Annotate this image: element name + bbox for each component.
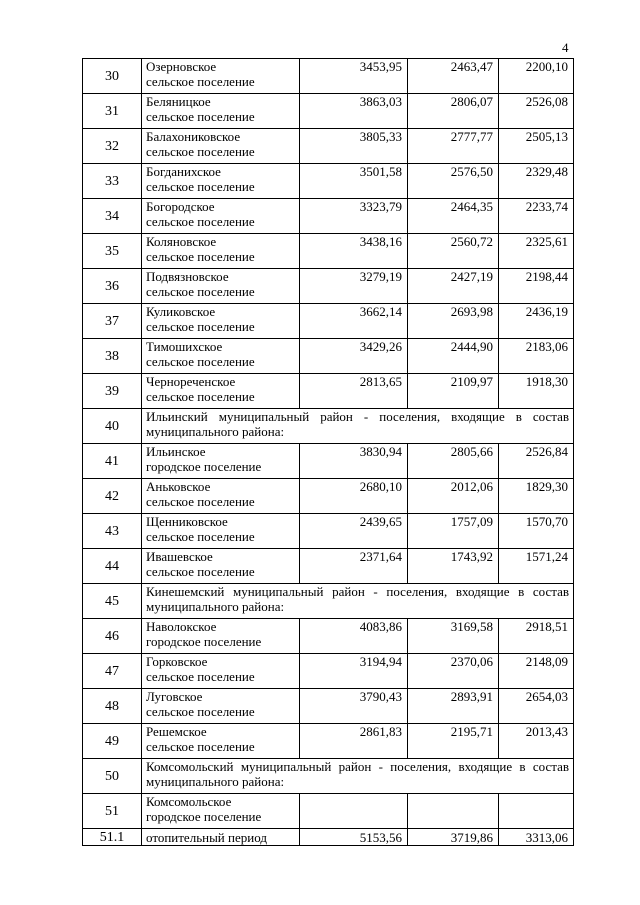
settlement-name-line1: Богданихское bbox=[146, 164, 221, 179]
settlement-name-line2: городское поселение bbox=[146, 809, 262, 824]
row-number: 32 bbox=[83, 129, 142, 164]
row-number: 40 bbox=[83, 409, 142, 444]
row-number: 44 bbox=[83, 549, 142, 584]
row-number: 30 bbox=[83, 59, 142, 94]
settlement-name-line1: Горковское bbox=[146, 654, 208, 669]
table-row bbox=[83, 304, 574, 339]
settlement-name-line2: сельское поселение bbox=[146, 529, 255, 544]
table-row bbox=[83, 794, 574, 829]
value-col-3 bbox=[499, 794, 574, 829]
settlement-name-line2: сельское поселение bbox=[146, 74, 255, 89]
value-col-2: 2012,06 bbox=[408, 479, 499, 514]
value-col-3: 1570,70 bbox=[499, 514, 574, 549]
settlement-name-line2: сельское поселение bbox=[146, 284, 255, 299]
row-number: 50 bbox=[83, 759, 142, 794]
settlement-name bbox=[142, 794, 300, 829]
row-number: 42 bbox=[83, 479, 142, 514]
value-col-3: 2183,06 bbox=[499, 339, 574, 374]
row-number: 31 bbox=[83, 94, 142, 129]
settlement-name bbox=[142, 94, 300, 129]
settlement-name bbox=[142, 374, 300, 409]
row-number: 49 bbox=[83, 724, 142, 759]
settlement-name-line2: городское поселение bbox=[146, 459, 262, 474]
table-row bbox=[83, 234, 574, 269]
settlement-name-line2: сельское поселение bbox=[146, 389, 255, 404]
row-number: 41 bbox=[83, 444, 142, 479]
table-row bbox=[83, 829, 574, 846]
table-row bbox=[83, 689, 574, 724]
value-col-2: 2427,19 bbox=[408, 269, 499, 304]
value-col-1: 3438,16 bbox=[300, 234, 408, 269]
table-row bbox=[83, 199, 574, 234]
value-col-2: 2893,91 bbox=[408, 689, 499, 724]
table-row bbox=[83, 549, 574, 584]
settlement-name-line2: сельское поселение bbox=[146, 564, 255, 579]
value-col-2: 2109,97 bbox=[408, 374, 499, 409]
settlement-name-line1: Коляновское bbox=[146, 234, 217, 249]
value-col-1: 3279,19 bbox=[300, 269, 408, 304]
row-number: 34 bbox=[83, 199, 142, 234]
value-col-2: 3169,58 bbox=[408, 619, 499, 654]
value-col-1: 4083,86 bbox=[300, 619, 408, 654]
value-col-3: 2200,10 bbox=[499, 59, 574, 94]
row-number: 39 bbox=[83, 374, 142, 409]
settlement-name bbox=[142, 689, 300, 724]
settlement-name-line2: сельское поселение bbox=[146, 214, 255, 229]
value-col-3: 2325,61 bbox=[499, 234, 574, 269]
settlement-name-line2: сельское поселение bbox=[146, 704, 255, 719]
value-col-2: 2370,06 bbox=[408, 654, 499, 689]
value-col-2: 2195,71 bbox=[408, 724, 499, 759]
table-row bbox=[83, 269, 574, 304]
settlement-name bbox=[142, 234, 300, 269]
value-col-1: 3501,58 bbox=[300, 164, 408, 199]
table-row bbox=[83, 444, 574, 479]
page-number: 4 bbox=[562, 40, 569, 55]
settlement-name-line1: Беляницкое bbox=[146, 94, 211, 109]
value-col-1: 3194,94 bbox=[300, 654, 408, 689]
value-col-2 bbox=[408, 794, 499, 829]
value-col-1: 3453,95 bbox=[300, 59, 408, 94]
value-col-2: 2444,90 bbox=[408, 339, 499, 374]
settlement-name-line2: сельское поселение bbox=[146, 669, 255, 684]
value-col-1 bbox=[300, 794, 408, 829]
value-col-1: 2439,65 bbox=[300, 514, 408, 549]
settlement-name bbox=[142, 444, 300, 479]
row-number: 43 bbox=[83, 514, 142, 549]
tariff-table bbox=[82, 58, 574, 846]
settlement-name bbox=[142, 724, 300, 759]
settlement-name-line2: сельское поселение bbox=[146, 739, 255, 754]
settlement-name-line1: Наволокское bbox=[146, 619, 217, 634]
value-col-3: 2436,19 bbox=[499, 304, 574, 339]
value-col-3: 2505,13 bbox=[499, 129, 574, 164]
row-number: 48 bbox=[83, 689, 142, 724]
section-row bbox=[83, 409, 574, 444]
value-col-3: 2148,09 bbox=[499, 654, 574, 689]
row-number: 35 bbox=[83, 234, 142, 269]
settlement-name bbox=[142, 829, 300, 846]
settlement-name-line1: Озерновское bbox=[146, 59, 217, 74]
settlement-name-line1: Тимошихское bbox=[146, 339, 223, 354]
settlement-name-line1: Куликовское bbox=[146, 304, 216, 319]
settlement-name bbox=[142, 619, 300, 654]
value-col-2: 1743,92 bbox=[408, 549, 499, 584]
value-col-2: 2693,98 bbox=[408, 304, 499, 339]
settlement-name-line1: Чернореченское bbox=[146, 374, 236, 389]
value-col-1: 2813,65 bbox=[300, 374, 408, 409]
settlement-name bbox=[142, 59, 300, 94]
value-col-3: 2526,08 bbox=[499, 94, 574, 129]
row-number: 51 bbox=[83, 794, 142, 829]
settlement-name bbox=[142, 269, 300, 304]
value-col-1: 3805,33 bbox=[300, 129, 408, 164]
settlement-name bbox=[142, 199, 300, 234]
settlement-name-line2: сельское поселение bbox=[146, 144, 255, 159]
settlement-name-line2: сельское поселение bbox=[146, 319, 255, 334]
value-col-3: 2526,84 bbox=[499, 444, 574, 479]
settlement-name bbox=[142, 339, 300, 374]
value-col-3: 2654,03 bbox=[499, 689, 574, 724]
value-col-2: 1757,09 bbox=[408, 514, 499, 549]
value-col-1: 3429,26 bbox=[300, 339, 408, 374]
value-col-2: 2777,77 bbox=[408, 129, 499, 164]
row-number: 51.1 bbox=[83, 829, 142, 846]
settlement-name-line2: сельское поселение bbox=[146, 109, 255, 124]
value-col-1: 3790,43 bbox=[300, 689, 408, 724]
table-row bbox=[83, 514, 574, 549]
row-number: 36 bbox=[83, 269, 142, 304]
table-row bbox=[83, 339, 574, 374]
table-row bbox=[83, 94, 574, 129]
row-number: 47 bbox=[83, 654, 142, 689]
section-heading: Ильинский муниципальный район - поселения, входящие в состав муниципального района: bbox=[142, 409, 574, 444]
settlement-name bbox=[142, 304, 300, 339]
section-heading: Комсомольский муниципальный район - поселения, входящие в состав муниципального района: bbox=[142, 759, 574, 794]
table-row bbox=[83, 59, 574, 94]
settlement-name-line1: Щенниковское bbox=[146, 514, 228, 529]
table-row bbox=[83, 654, 574, 689]
settlement-name-line1: Аньковское bbox=[146, 479, 211, 494]
settlement-name-line1: Ивашевское bbox=[146, 549, 213, 564]
value-col-3: 2198,44 bbox=[499, 269, 574, 304]
table-row bbox=[83, 164, 574, 199]
row-number: 38 bbox=[83, 339, 142, 374]
value-col-3: 2233,74 bbox=[499, 199, 574, 234]
value-col-1: 3323,79 bbox=[300, 199, 408, 234]
settlement-name bbox=[142, 164, 300, 199]
value-col-3: 2013,43 bbox=[499, 724, 574, 759]
value-col-3: 1918,30 bbox=[499, 374, 574, 409]
value-col-1: 3662,14 bbox=[300, 304, 408, 339]
value-col-3: 1829,30 bbox=[499, 479, 574, 514]
settlement-name-line2: сельское поселение bbox=[146, 179, 255, 194]
value-col-2: 2576,50 bbox=[408, 164, 499, 199]
value-col-3: 1571,24 bbox=[499, 549, 574, 584]
settlement-name-line1: Ильинское bbox=[146, 444, 206, 459]
settlement-name-line1: Комсомольское bbox=[146, 794, 232, 809]
section-row bbox=[83, 584, 574, 619]
settlement-name-line2: сельское поселение bbox=[146, 494, 255, 509]
value-col-1: 3830,94 bbox=[300, 444, 408, 479]
settlement-name-line1: Балахониковское bbox=[146, 129, 241, 144]
settlement-name-line1: отопительный период bbox=[146, 829, 267, 845]
row-number: 33 bbox=[83, 164, 142, 199]
value-col-3: 3313,06 bbox=[499, 829, 574, 846]
section-row bbox=[83, 759, 574, 794]
value-col-2: 2806,07 bbox=[408, 94, 499, 129]
settlement-name-line2: городское поселение bbox=[146, 634, 262, 649]
settlement-name bbox=[142, 514, 300, 549]
row-number: 46 bbox=[83, 619, 142, 654]
settlement-name bbox=[142, 549, 300, 584]
row-number: 45 bbox=[83, 584, 142, 619]
table-row bbox=[83, 129, 574, 164]
value-col-2: 2805,66 bbox=[408, 444, 499, 479]
value-col-2: 2560,72 bbox=[408, 234, 499, 269]
value-col-3: 2918,51 bbox=[499, 619, 574, 654]
settlement-name bbox=[142, 479, 300, 514]
value-col-1: 2680,10 bbox=[300, 479, 408, 514]
table-row bbox=[83, 374, 574, 409]
value-col-2: 2463,47 bbox=[408, 59, 499, 94]
value-col-1: 5153,56 bbox=[300, 829, 408, 846]
table-body bbox=[83, 59, 574, 846]
table-row bbox=[83, 724, 574, 759]
section-heading: Кинешемский муниципальный район - поселения, входящие в состав муниципального района: bbox=[142, 584, 574, 619]
table-row bbox=[83, 619, 574, 654]
settlement-name-line1: Решемское bbox=[146, 724, 207, 739]
settlement-name-line2: сельское поселение bbox=[146, 354, 255, 369]
settlement-name bbox=[142, 654, 300, 689]
table-row bbox=[83, 479, 574, 514]
row-number: 37 bbox=[83, 304, 142, 339]
value-col-1: 3863,03 bbox=[300, 94, 408, 129]
value-col-3: 2329,48 bbox=[499, 164, 574, 199]
settlement-name-line1: Богородское bbox=[146, 199, 215, 214]
settlement-name bbox=[142, 129, 300, 164]
settlement-name-line1: Подвязновское bbox=[146, 269, 229, 284]
value-col-2: 3719,86 bbox=[408, 829, 499, 846]
value-col-1: 2371,64 bbox=[300, 549, 408, 584]
settlement-name-line1: Луговское bbox=[146, 689, 203, 704]
value-col-1: 2861,83 bbox=[300, 724, 408, 759]
value-col-2: 2464,35 bbox=[408, 199, 499, 234]
settlement-name-line2: сельское поселение bbox=[146, 249, 255, 264]
